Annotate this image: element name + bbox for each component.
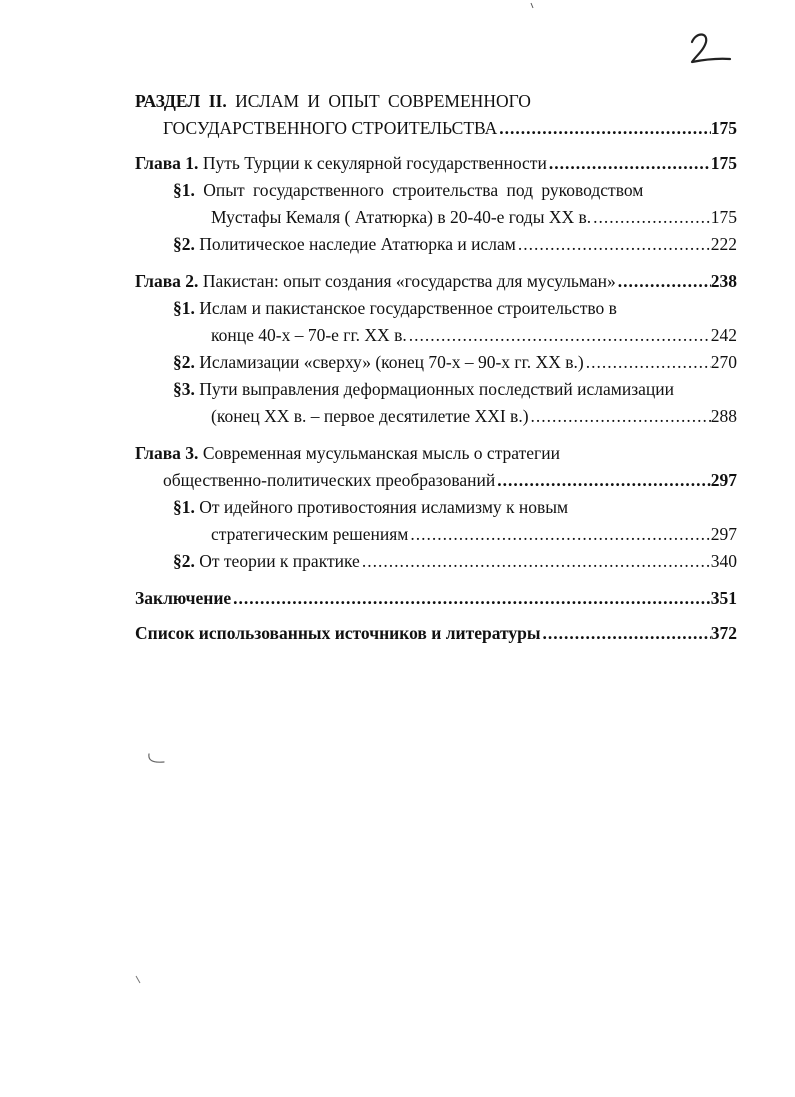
toc-paragraph-label: §2. — [173, 352, 195, 372]
toc-paragraph-title-line2: стратегическим решениям — [211, 524, 409, 544]
toc-paragraph-title-line1: Пути выправления деформационных последствий исламизации — [199, 379, 675, 399]
toc-chapter-label: Глава 2. — [135, 271, 199, 291]
dot-leader — [547, 150, 711, 177]
toc-chapter-title-line1: Современная мусульманская мысль о стратегии — [202, 443, 560, 463]
toc-entry[interactable] — [135, 204, 737, 231]
table-of-contents — [135, 88, 737, 647]
toc-chapter-heading — [135, 440, 737, 467]
scan-speck — [529, 2, 535, 10]
toc-paragraph-label: §1. — [173, 180, 195, 200]
toc-paragraph-title: От теории к практике — [199, 551, 360, 571]
toc-paragraph-heading — [135, 177, 737, 204]
dot-leader — [541, 620, 711, 647]
toc-paragraph-title-line2: (конец XX в. – первое десятилетие XXI в.) — [211, 406, 529, 426]
toc-paragraph-title-line2: конце 40-х – 70-е гг. XX в. — [211, 325, 407, 345]
dot-leader — [584, 349, 711, 376]
toc-paragraph-label: §2. — [173, 234, 195, 254]
toc-chapter-label: Глава 3. — [135, 443, 199, 463]
toc-entry[interactable] — [135, 403, 737, 430]
toc-paragraph-title: Исламизации «сверху» (конец 70-х – 90-х гг. XX в.) — [199, 352, 584, 372]
toc-chapter-title: Пакистан: опыт создания «государства для мусульман» — [202, 271, 616, 291]
scan-speck — [134, 975, 142, 985]
toc-page-number: 297 — [710, 524, 737, 544]
toc-page-number: 340 — [710, 551, 737, 571]
toc-page-number: 175 — [710, 153, 737, 173]
toc-entry[interactable] — [135, 231, 737, 258]
dot-leader — [497, 115, 711, 142]
toc-section-title-line1: ИСЛАМ И ОПЫТ СОВРЕМЕННОГО — [235, 91, 531, 111]
toc-entry[interactable] — [135, 150, 737, 177]
toc-paragraph-heading — [135, 494, 737, 521]
toc-section-heading — [135, 88, 737, 115]
toc-page-number: 242 — [710, 325, 737, 345]
dot-leader — [360, 548, 711, 575]
toc-page-number: 297 — [710, 470, 737, 490]
dot-leader — [529, 403, 711, 430]
toc-page-number: 288 — [710, 406, 737, 426]
toc-conclusion-title: Заключение — [135, 588, 232, 608]
toc-page-number: 270 — [710, 352, 737, 372]
dot-leader — [407, 322, 711, 349]
toc-section-title-line2: ГОСУДАРСТВЕННОГО СТРОИТЕЛЬСТВА — [163, 118, 498, 138]
dot-leader — [591, 204, 711, 231]
dot-leader — [495, 467, 710, 494]
toc-page-number: 175 — [710, 207, 737, 227]
toc-paragraph-label: §3. — [173, 379, 195, 399]
toc-entry[interactable] — [135, 349, 737, 376]
toc-chapter-title-line2: общественно-политических преобразований — [163, 470, 496, 490]
toc-paragraph-label: §2. — [173, 551, 195, 571]
toc-entry[interactable] — [135, 548, 737, 575]
toc-entry[interactable] — [135, 521, 737, 548]
toc-paragraph-label: §1. — [173, 497, 195, 517]
scan-pencil-mark — [146, 752, 168, 766]
dot-leader — [616, 268, 711, 295]
toc-section-label: РАЗДЕЛ II. — [135, 91, 227, 111]
toc-chapter-label: Глава 1. — [135, 153, 199, 173]
dot-leader — [516, 231, 711, 258]
toc-paragraph-title-line1: Ислам и пакистанское государственное строительство в — [199, 298, 617, 318]
toc-bibliography-title: Список использованных источников и литературы — [135, 623, 541, 643]
toc-entry[interactable] — [135, 585, 737, 612]
toc-page-number: 238 — [710, 271, 737, 291]
toc-chapter-title: Путь Турции к секулярной государственности — [202, 153, 547, 173]
toc-paragraph-title-line1: От идейного противостояния исламизму к новым — [199, 497, 569, 517]
dot-leader — [231, 585, 711, 612]
handwritten-page-number-mark — [686, 28, 736, 68]
toc-entry[interactable] — [135, 268, 737, 295]
toc-entry[interactable] — [135, 467, 737, 494]
toc-entry[interactable] — [135, 115, 737, 142]
toc-page-number: 222 — [710, 234, 737, 254]
toc-paragraph-heading — [135, 295, 737, 322]
dot-leader — [408, 521, 710, 548]
toc-paragraph-heading — [135, 376, 737, 403]
toc-paragraph-title-line2: Мустафы Кемаля ( Ататюрка) в 20-40-е годы XX в. — [211, 207, 592, 227]
toc-entry[interactable] — [135, 620, 737, 647]
toc-paragraph-label: §1. — [173, 298, 195, 318]
toc-page-number: 372 — [710, 623, 737, 643]
toc-page-number: 351 — [710, 588, 737, 608]
toc-entry[interactable] — [135, 322, 737, 349]
toc-page-number: 175 — [710, 118, 737, 138]
toc-paragraph-title: Политическое наследие Ататюрка и ислам — [199, 234, 516, 254]
handwritten-page-number — [686, 28, 736, 68]
toc-paragraph-title-line1: Опыт государственного строительства под руководством — [203, 180, 644, 200]
